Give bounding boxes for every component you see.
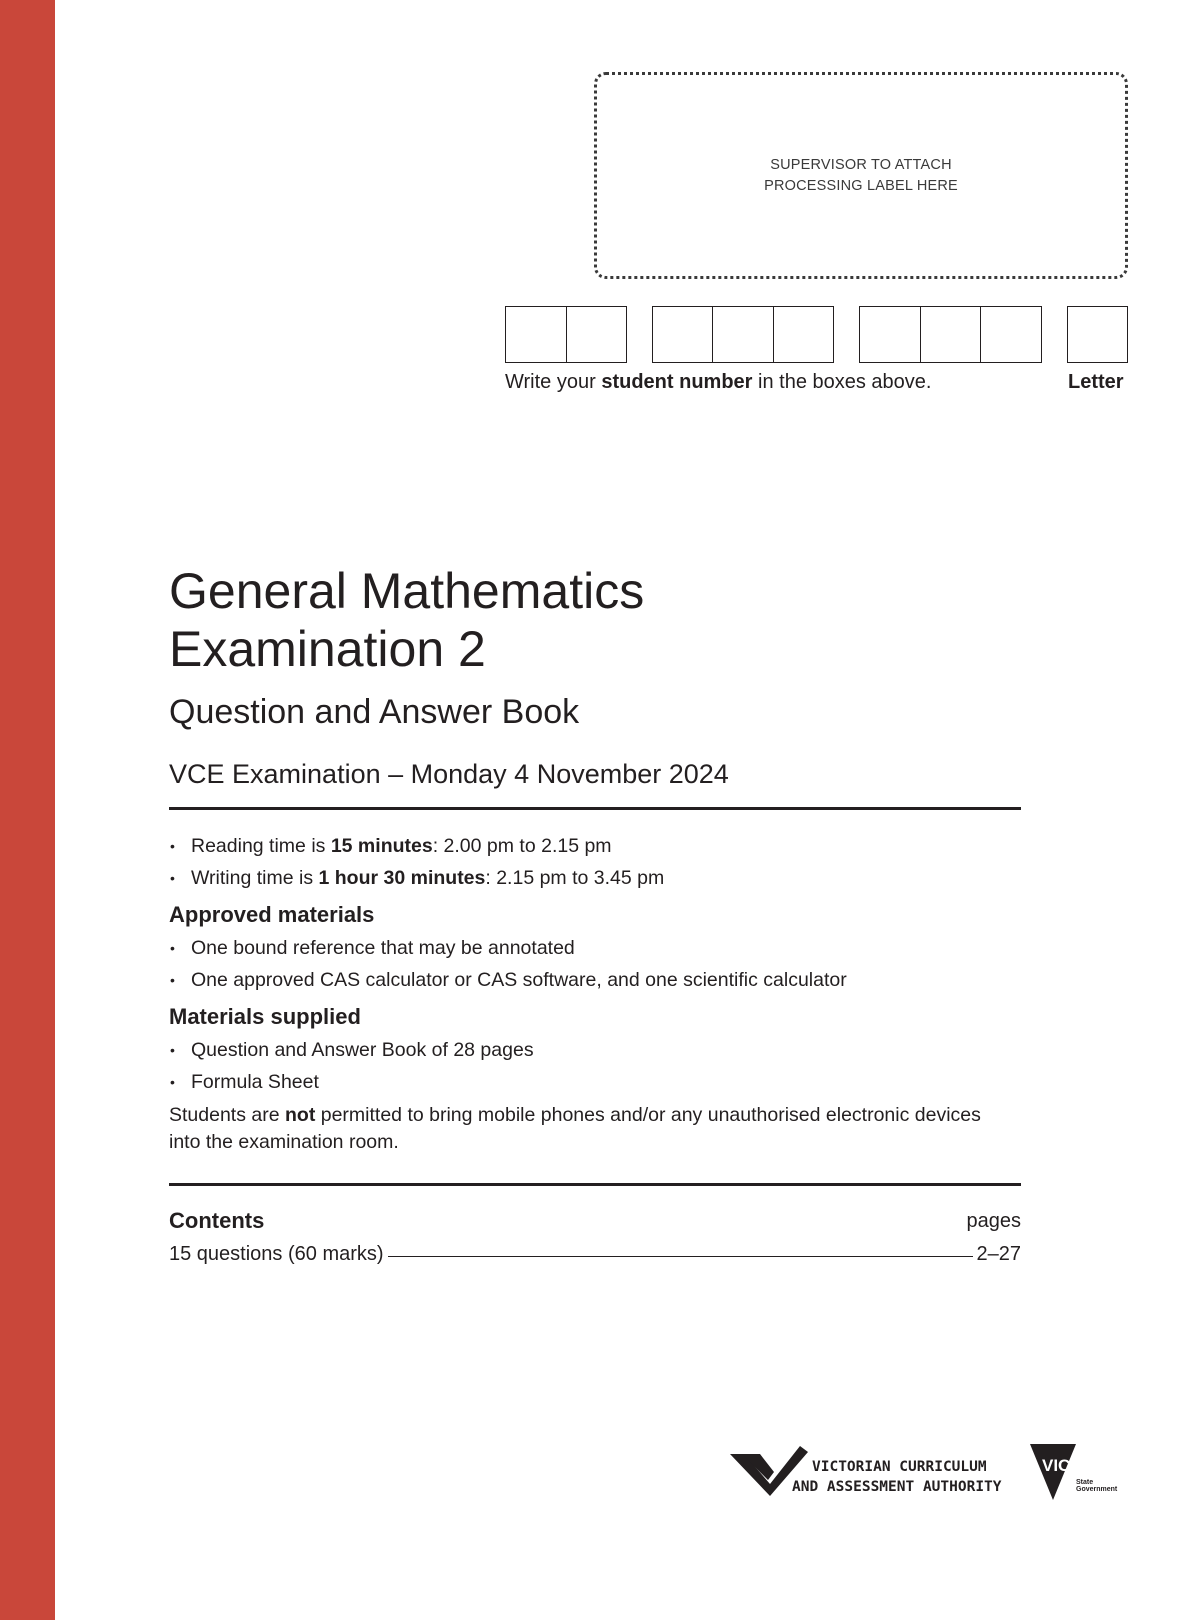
approved-materials-list	[169, 932, 1021, 996]
student-number-digit-box[interactable]	[774, 307, 833, 362]
exam-date: VCE Examination – Monday 4 November 2024	[169, 759, 729, 789]
list-item: • Question and Answer Book of 28 pages	[169, 1034, 1021, 1066]
device-notice: Students are not permitted to bring mobile phones and/or any unauthorised electronic devices into the examination room.	[169, 1104, 981, 1153]
processing-label-area	[594, 72, 1128, 279]
student-number-digit-box[interactable]	[567, 307, 627, 362]
contents-row-pages: 2–27	[976, 1243, 1021, 1265]
materials-supplied-heading: Materials supplied	[169, 1004, 361, 1029]
dot-leader	[388, 1256, 973, 1257]
red-margin-bar	[0, 0, 55, 1620]
vcaa-logo	[730, 1446, 1010, 1500]
letter-caption: Letter	[1068, 371, 1124, 393]
student-number-digit-box[interactable]	[506, 307, 567, 362]
time-list	[169, 830, 1021, 894]
materials-supplied-list	[169, 1034, 1021, 1098]
list-item: • Formula Sheet	[169, 1066, 1021, 1098]
victoria-sub1: State	[1076, 1479, 1094, 1486]
student-number-caption: Write your student number in the boxes above.	[505, 371, 932, 393]
vcaa-name-line2: AND ASSESSMENT AUTHORITY	[792, 1479, 1002, 1495]
exam-subtitle: Question and Answer Book	[169, 693, 580, 731]
list-item: • One bound reference that may be annotated	[169, 932, 1021, 964]
victoria-government-logo	[1030, 1444, 1130, 1504]
writing-time: • Writing time is 1 hour 30 minutes: 2.15 pm to 3.45 pm	[169, 862, 1021, 894]
divider-bottom	[169, 1183, 1021, 1186]
divider-top	[169, 807, 1021, 810]
exam-information	[169, 830, 1021, 1156]
student-number-digit-box[interactable]	[653, 307, 713, 362]
contents-header	[169, 1208, 1021, 1238]
student-number-digit-box[interactable]	[981, 307, 1041, 362]
student-number-digit-box[interactable]	[860, 307, 921, 362]
contents-row-label: 15 questions (60 marks)	[169, 1243, 384, 1265]
student-number-group-2	[652, 306, 834, 363]
student-number-digit-box[interactable]	[713, 307, 773, 362]
student-letter-box[interactable]	[1067, 306, 1128, 363]
victoria-wordmark: VICTORIA	[1042, 1456, 1123, 1475]
vcaa-name-line1: VICTORIAN CURRICULUM	[812, 1459, 987, 1475]
processing-label-instruction: SUPERVISOR TO ATTACH PROCESSING LABEL HERE	[764, 156, 958, 194]
student-number-digit-box[interactable]	[921, 307, 982, 362]
approved-materials-heading: Approved materials	[169, 902, 375, 927]
list-item: • One approved CAS calculator or CAS software, and one scientific calculator	[169, 964, 1021, 996]
reading-time: • Reading time is 15 minutes: 2.00 pm to 2.15 pm	[169, 830, 1021, 862]
contents-row	[169, 1243, 1021, 1271]
victoria-sub2: Government	[1076, 1486, 1118, 1493]
student-number-group-3	[859, 306, 1042, 363]
contents-pages-label: pages	[966, 1210, 1021, 1232]
contents-heading: Contents	[169, 1208, 265, 1233]
exam-title: General Mathematics Examination 2	[169, 563, 645, 677]
student-number-group-1	[505, 306, 627, 363]
